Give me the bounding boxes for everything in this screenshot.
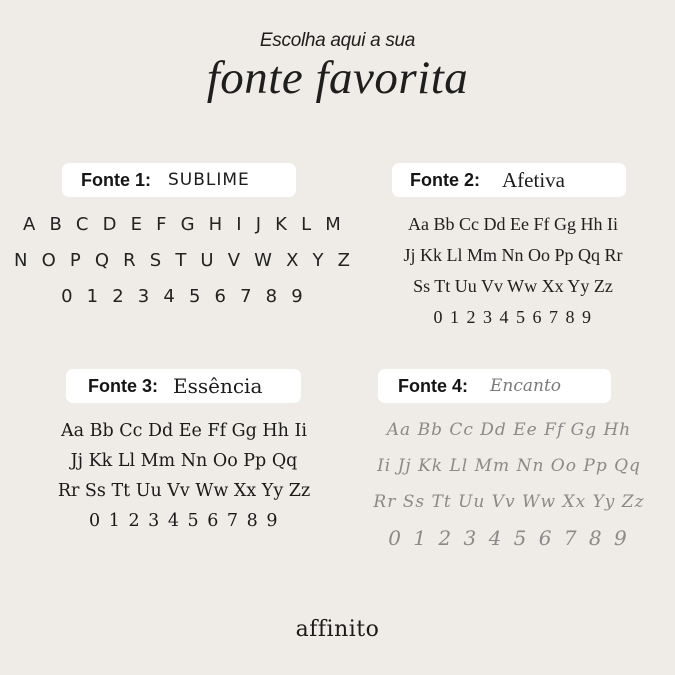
font-2-sample-line: 0 1 2 3 4 5 6 7 8 9 (433, 307, 593, 327)
font-3-name: Essência (173, 374, 263, 398)
font-1-sample-line: 0 1 2 3 4 5 6 7 8 9 (61, 286, 307, 307)
font-1-name: SUBLIME (168, 170, 250, 190)
font-2-name: Afetiva (502, 167, 565, 192)
font-2-sample-line: Ss Tt Uu Vv Ww Xx Yy Zz (413, 276, 613, 296)
font-4-sample-line: Ii Jj Kk Ll Mm Nn Oo Pp Qq (377, 456, 641, 476)
header-subtitle: Escolha aqui a sua (259, 30, 416, 51)
font-4-name: Encanto (490, 376, 562, 396)
font-4-sample-line: 0 1 2 3 4 5 6 7 8 9 (388, 526, 630, 550)
font-1-sample-line: N O P Q R S T U V W X Y Z (14, 250, 355, 271)
header-title: fonte favorita (206, 52, 469, 104)
font-2-label: Fonte 2: (410, 169, 480, 190)
font-3-sample-line: Rr Ss Tt Uu Vv Ww Xx Yy Zz (57, 481, 311, 501)
font-1-label: Fonte 1: (81, 169, 151, 190)
font-2-sample-line: Jj Kk Ll Mm Nn Oo Pp Qq Rr (403, 245, 623, 265)
font-3-option[interactable] (66, 369, 301, 403)
font-4-option[interactable] (378, 369, 611, 403)
font-4-sample-line: Rr Ss Tt Uu Vv Ww Xx Yy Zz (373, 492, 645, 512)
font-3-sample (14, 416, 354, 536)
font-3-sample-line: Jj Kk Ll Mm Nn Oo Pp Qq (70, 451, 298, 471)
font-4-label: Fonte 4: (398, 375, 468, 396)
font-2-option[interactable] (392, 163, 626, 197)
font-1-sample (14, 207, 354, 315)
font-1-option[interactable] (62, 163, 296, 197)
font-2-sample (354, 209, 672, 333)
font-2-sample-line: Aa Bb Cc Dd Ee Ff Gg Hh Ii (408, 214, 618, 234)
font-4-sample-line: Aa Bb Cc Dd Ee Ff Gg Hh (386, 420, 632, 440)
brand-logo: affinito (295, 617, 380, 642)
font-3-label: Fonte 3: (88, 375, 158, 396)
font-3-sample-line: 0 1 2 3 4 5 6 7 8 9 (89, 511, 279, 531)
font-1-sample-line: A B C D E F G H I J K L M (23, 214, 345, 235)
font-3-sample-line: Aa Bb Cc Dd Ee Ff Gg Hh Ii (60, 421, 308, 441)
font-4-sample (356, 412, 662, 556)
